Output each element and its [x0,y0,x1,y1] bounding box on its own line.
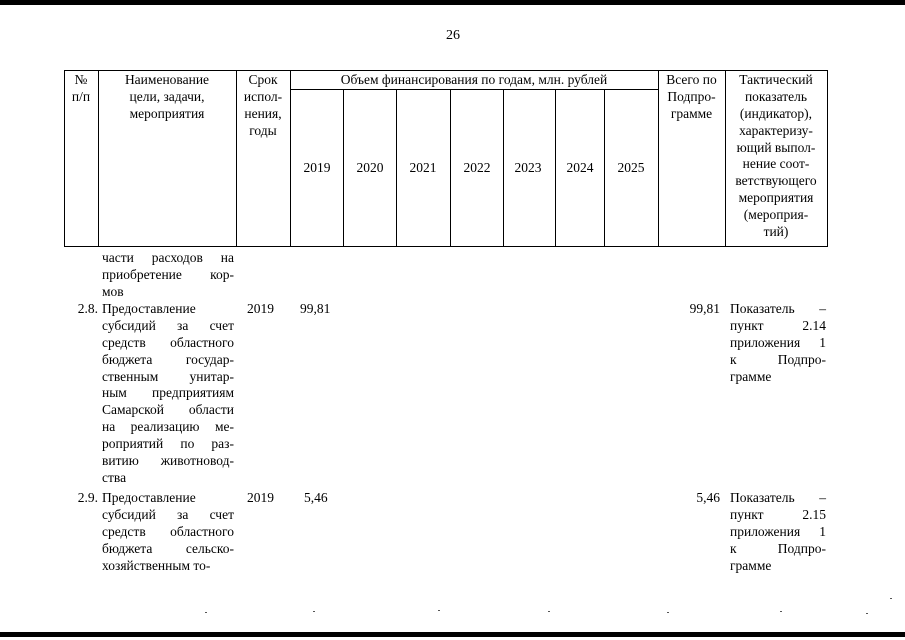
row-amount-2019: 5,46 [304,490,328,505]
header-name-col: Наименование цели, задачи, мероприятия [124,72,210,121]
page-number: 26 [446,28,460,43]
header-year-2024: 2024 [566,160,594,175]
header-year-2020: 2020 [356,160,384,175]
header-year-2019: 2019 [303,160,331,175]
row-description: Предоставление субсидий за счет средств областного бюджета сельско- хозяйственным то- [102,490,234,573]
header-financing: Объем финансирования по годам, млн. рублей [340,72,608,87]
row-total: 99,81 [689,301,720,316]
header-indicator-col: Тактический показатель (индикатор), характеризу- ющий выпол- нение соот- ветствующего мероприятия (мероприя- тий) [735,72,817,239]
header-total-col: Всего по Подпро- грамме [666,72,717,121]
header-year-2025: 2025 [617,160,645,175]
row-indicator: Показатель – пункт 2.15 приложения 1 к Подпро- грамме [730,490,826,573]
row-indicator: Показатель – пункт 2.14 приложения 1 к Подпро- грамме [730,301,826,384]
header-year-2023: 2023 [514,160,542,175]
header-year-2021: 2021 [409,160,437,175]
top-border [0,0,905,5]
row-total: 5,46 [696,490,720,505]
row-term: 2019 [247,490,274,505]
row-term: 2019 [247,301,274,316]
bottom-border [0,632,905,637]
row-number: 2.9. [77,490,98,505]
row-description: Предоставление субсидий за счет средств областного бюджета государ- ственным унитар- ным предприятиям Самарской области на реализацию ме- роприятий по раз- витию животновод- ства [102,301,234,485]
table-row: части расходов на приобретение кор- мов [102,250,234,299]
row-amount-2019: 99,81 [300,301,331,316]
header-year-2022: 2022 [463,160,491,175]
row-number: 2.8. [77,301,98,316]
header-number-col: № п/п [71,72,91,104]
header-term-col: Срок испол- нения, годы [243,72,283,138]
